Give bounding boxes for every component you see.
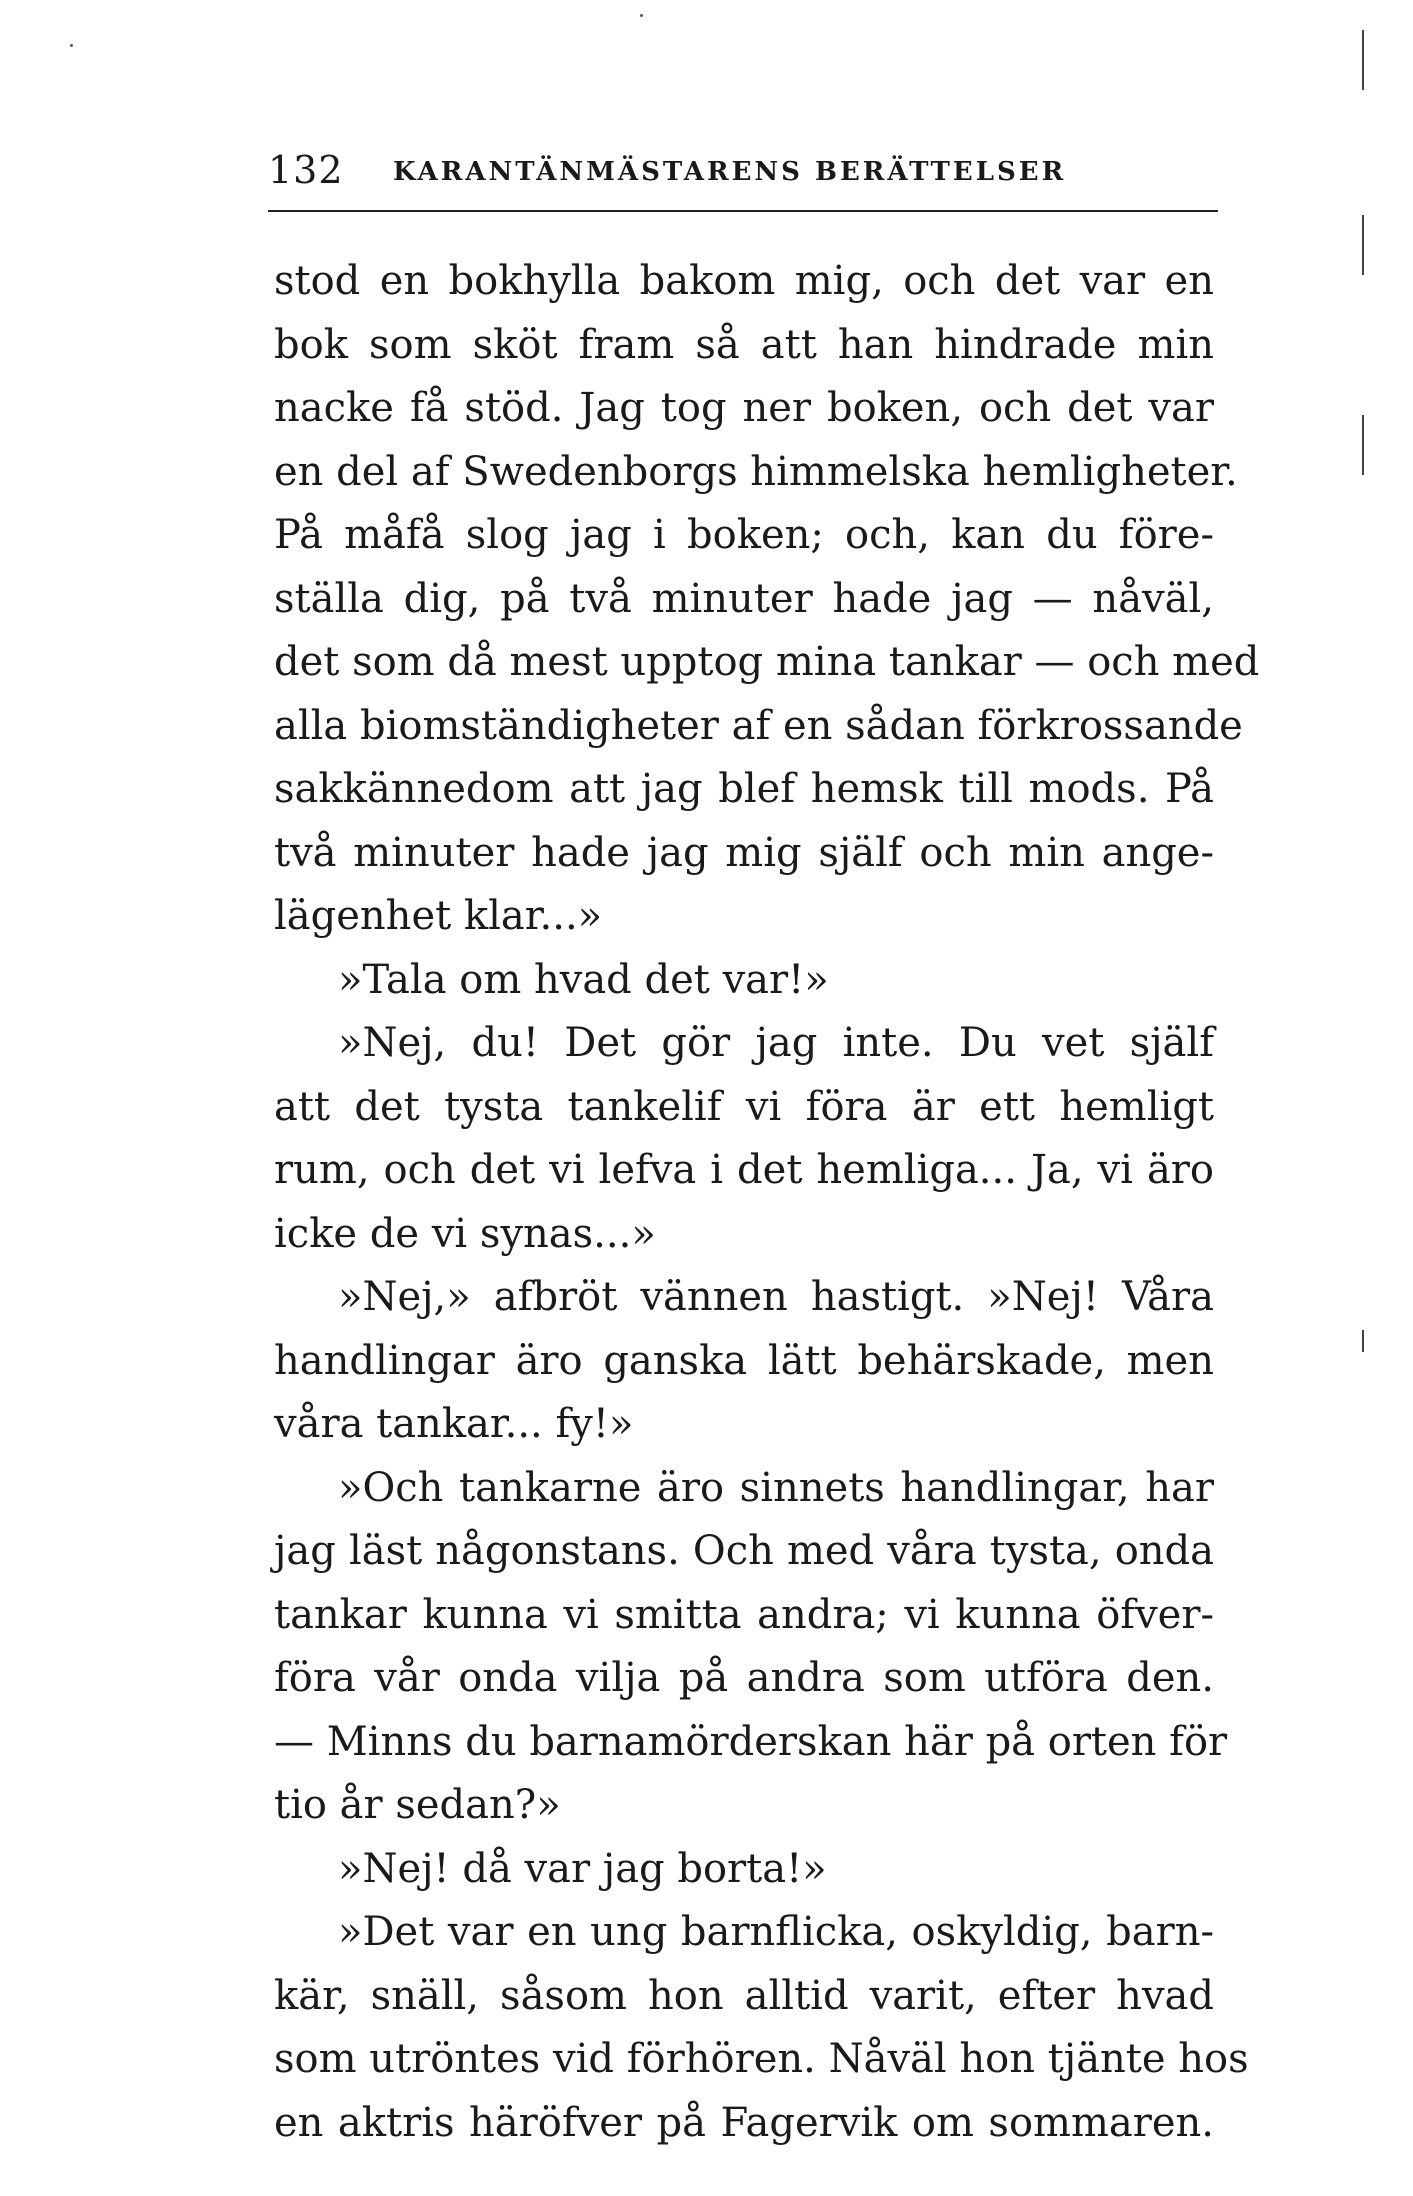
text-line: »Tala om hvad det var!» [338, 956, 829, 1003]
scan-margin-mark [1362, 215, 1364, 275]
text-line: — Minns du barnamörderskan här på orten för [274, 1718, 1228, 1765]
text-line: »Nej! då var jag borta!» [338, 1845, 827, 1892]
text-line: jag läst någonstans. Och med våra tysta, onda [274, 1528, 1214, 1574]
text-line: två minuter hade jag mig själf och min ange- [274, 829, 1214, 876]
text-line: kär, snäll, såsom hon alltid varit, efter hvad [274, 1972, 1214, 2019]
page-header [268, 148, 1218, 208]
text-line: föra vår onda vilja på andra som utföra den. [274, 1655, 1214, 1701]
text-line: nacke få stöd. Jag tog ner boken, och det var [274, 385, 1214, 431]
text-line: tio år sedan?» [274, 1782, 561, 1828]
text-line: icke de vi synas...» [274, 1210, 656, 1257]
text-line: »Nej, du! Det gör jag inte. Du vet själf [338, 1020, 1214, 1066]
text-line: tankar kunna vi smitta andra; vi kunna öfver- [274, 1591, 1214, 1638]
text-line: att det tysta tankelif vi föra är ett hemligt [274, 1083, 1214, 1130]
text-line: stod en bokhylla bakom mig, och det var en [274, 258, 1214, 304]
text-line: »Det var en ung barnflicka, oskyldig, barn- [338, 1909, 1214, 1955]
scan-speck [640, 14, 643, 17]
text-line: »Och tankarne äro sinnets handlingar, har [338, 1464, 1214, 1511]
page-number: 132 [268, 148, 344, 192]
text-line: en del af Swedenborgs himmelska hemligheter. [274, 448, 1238, 495]
scan-margin-mark [1362, 415, 1364, 475]
text-line: lägenhet klar...» [274, 893, 603, 939]
scan-margin-mark [1362, 30, 1364, 90]
text-line: bok som sköt fram så att han hindrade min [274, 321, 1214, 368]
text-line: våra tankar... fy!» [274, 1401, 634, 1447]
text-line: rum, och det vi lefva i det hemliga... Ja, vi äro [274, 1147, 1214, 1193]
text-line: en aktris häröfver på Fagervik om sommaren. [274, 2099, 1214, 2146]
text-line: På måfå slog jag i boken; och, kan du före- [274, 512, 1214, 558]
header-rule [268, 210, 1218, 212]
text-line: ställa dig, på två minuter hade jag — nåväl, [274, 575, 1214, 622]
text-line: det som då mest upptog mina tankar — och med [274, 639, 1260, 685]
scan-speck [70, 44, 73, 47]
text-line: »Nej,» afbröt vännen hastigt. »Nej! Våra [338, 1274, 1214, 1320]
text-line: sakkännedom att jag blef hemsk till mods. På [274, 766, 1214, 812]
scan-margin-mark [1362, 1330, 1364, 1352]
running-head: KARANTÄNMÄSTARENS BERÄTTELSER [393, 157, 1067, 187]
body-text [274, 250, 1260, 2155]
text-line: handlingar äro ganska lätt behärskade, men [274, 1337, 1214, 1384]
text-line: alla biomständigheter af en sådan förkrossande [274, 702, 1243, 749]
text-line: som utröntes vid förhören. Nåväl hon tjänte hos [274, 2036, 1249, 2082]
